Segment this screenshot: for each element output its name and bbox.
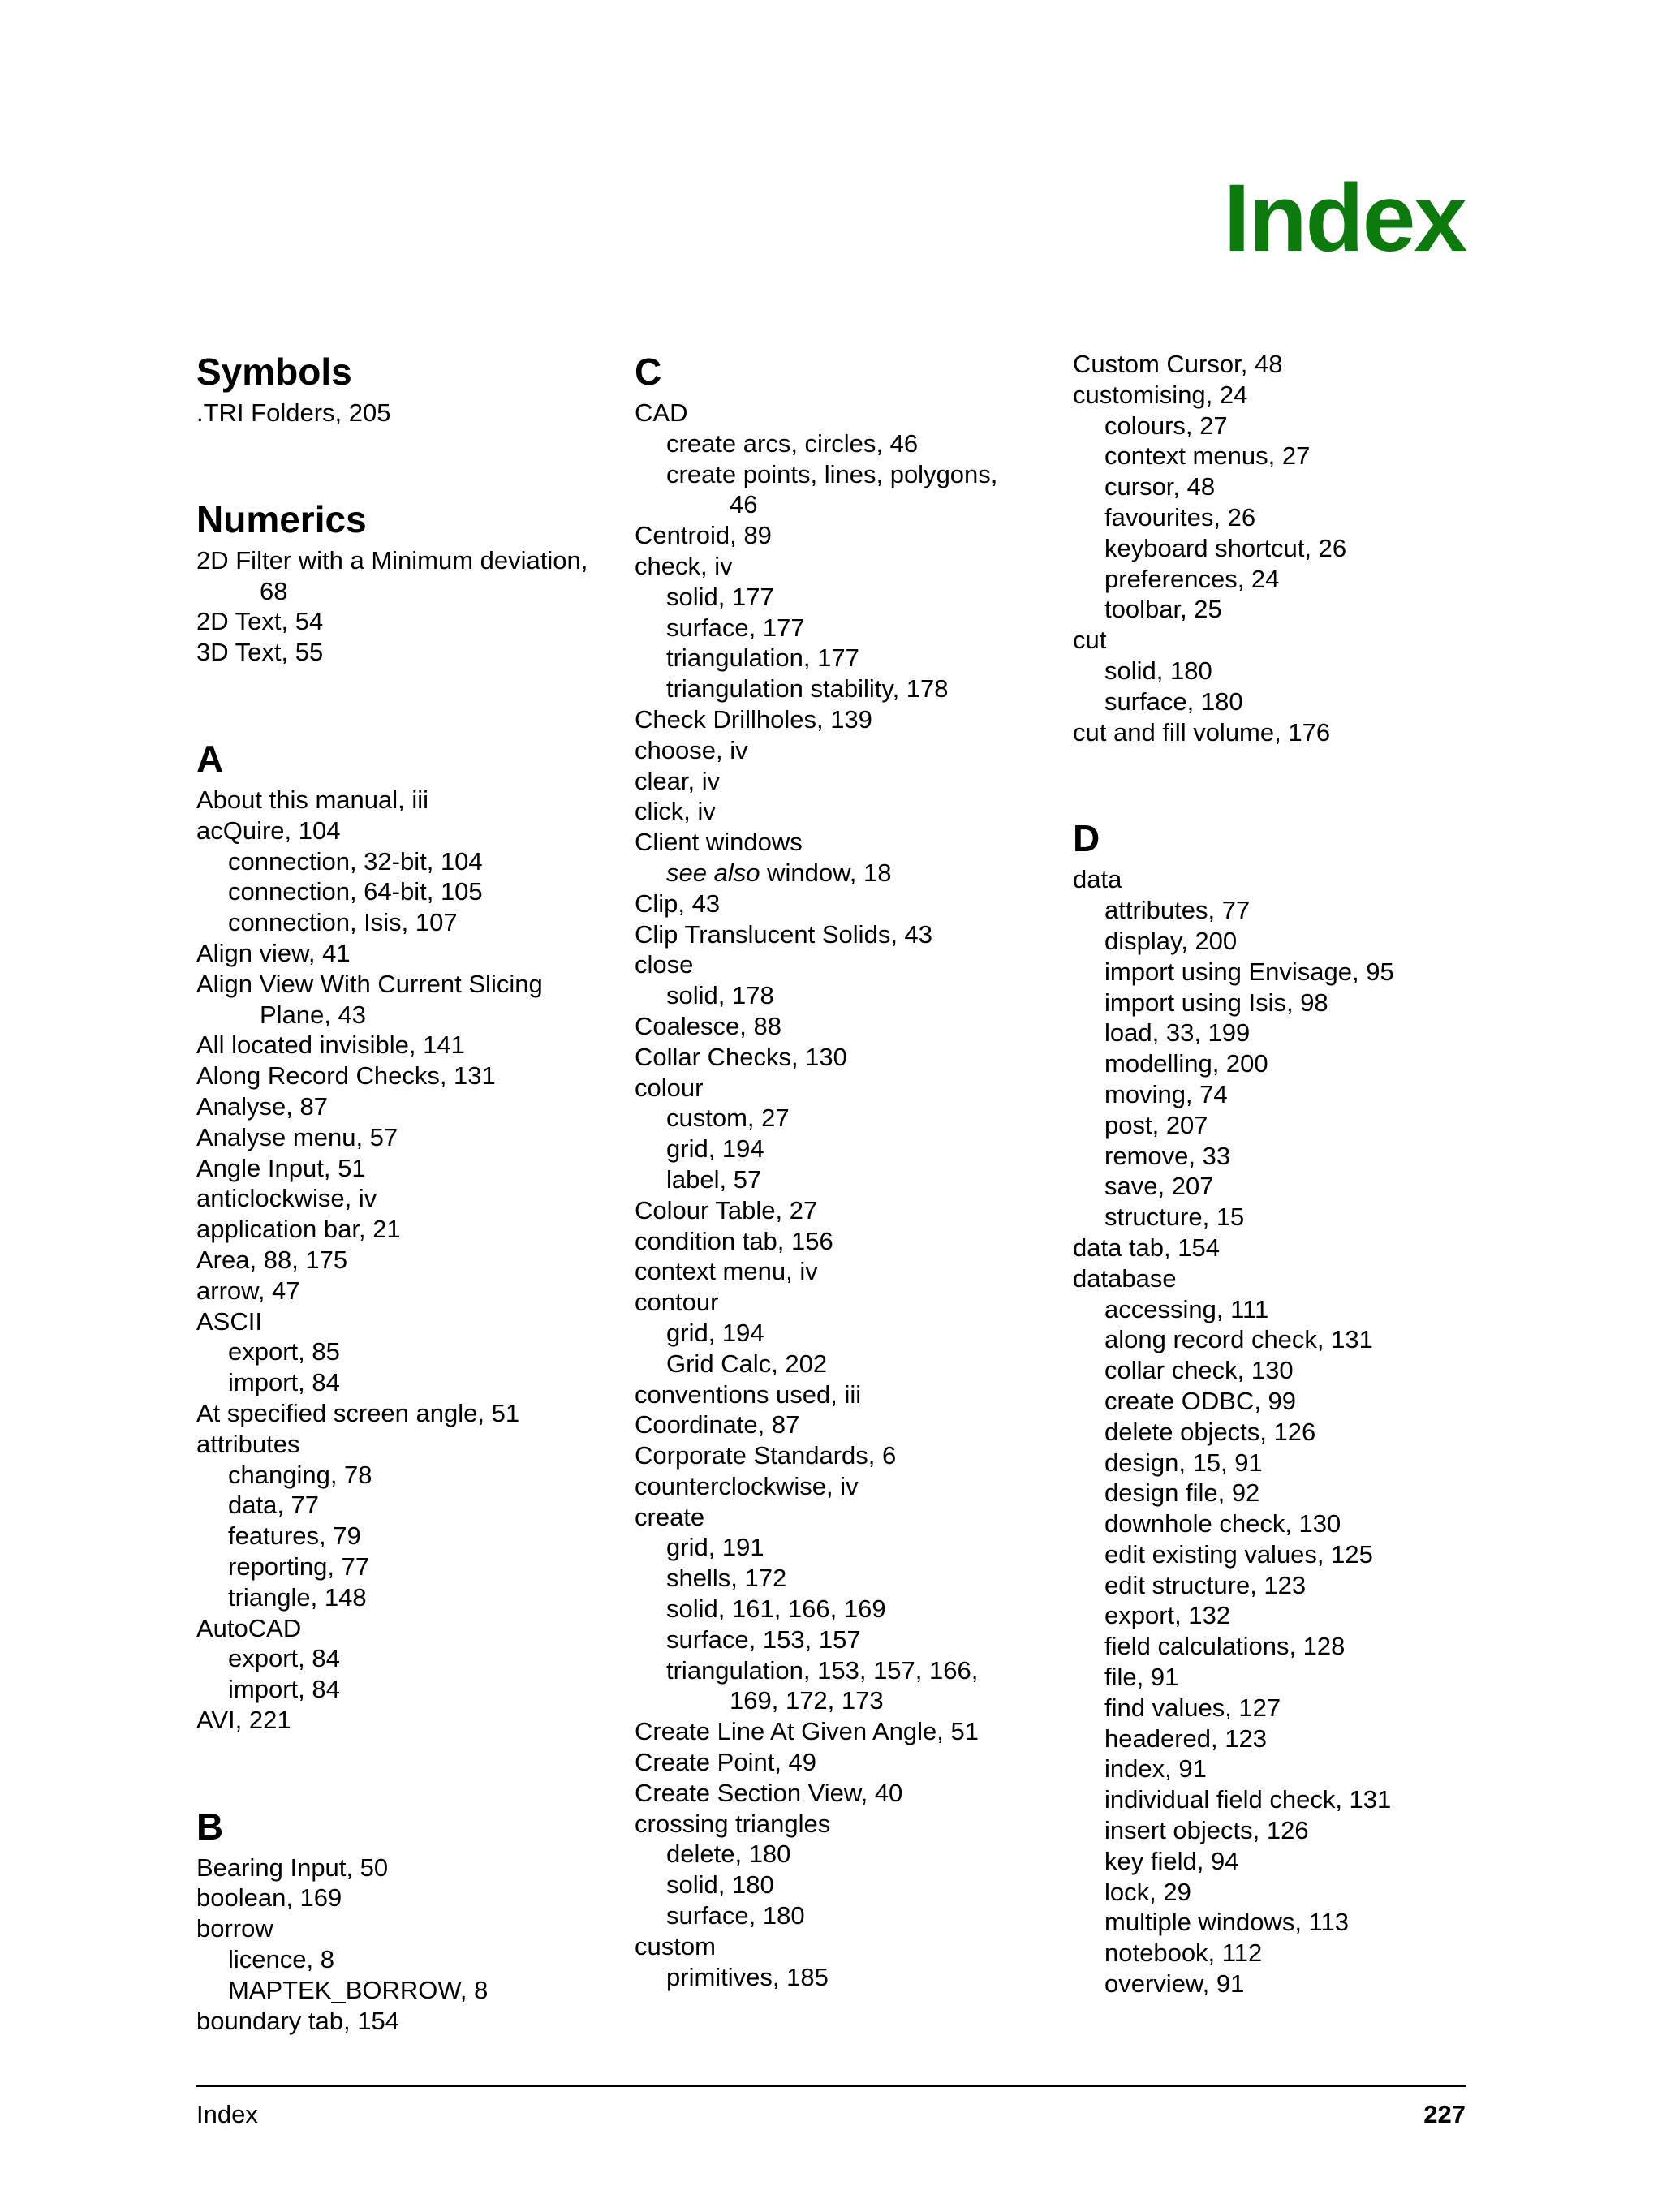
index-subentry: moving, 74 (1104, 1079, 1228, 1108)
index-entry: acQuire, 104 (196, 816, 341, 845)
index-entry: Clip Translucent Solids, 43 (635, 919, 933, 949)
index-entry: Analyse menu, 57 (196, 1122, 398, 1151)
index-entry: boolean, 169 (196, 1883, 342, 1913)
index-entry: close (635, 950, 694, 979)
index-entry: Centroid, 89 (635, 521, 772, 550)
index-entry: Clip, 43 (635, 889, 721, 918)
index-subentry: solid, 180 (666, 1870, 774, 1900)
index-subentry: create arcs, circles, 46 (666, 428, 919, 458)
index-subentry: lock, 29 (1104, 1877, 1191, 1906)
index-entry: conventions used, iii (635, 1379, 862, 1409)
index-subentry: shells, 172 (666, 1564, 787, 1593)
index-entry-continuation: 169, 172, 173 (730, 1686, 884, 1715)
index-subentry: export, 84 (228, 1644, 340, 1673)
index-entry: anticlockwise, iv (196, 1184, 377, 1213)
index-subentry: create ODBC, 99 (1104, 1386, 1297, 1415)
section-spacer (1073, 747, 1495, 816)
index-entry: arrow, 47 (196, 1276, 300, 1305)
index-subentry: modelling, 200 (1104, 1049, 1268, 1078)
index-entry: colour (635, 1073, 704, 1102)
index-subentry: connection, 64-bit, 105 (228, 877, 483, 906)
index-subentry: triangulation, 153, 157, 166, (666, 1655, 979, 1685)
index-entry: Align View With Current Slicing (196, 969, 543, 998)
index-entry: All located invisible, 141 (196, 1031, 465, 1060)
index-subentry: data, 77 (228, 1491, 320, 1520)
index-subentry: grid, 194 (666, 1134, 764, 1164)
index-subentry: overview, 91 (1104, 1969, 1245, 1999)
section-heading: B (196, 1805, 224, 1848)
index-subentry: edit structure, 123 (1104, 1570, 1307, 1599)
index-entry: counterclockwise, iv (635, 1471, 859, 1500)
index-subentry: cursor, 48 (1104, 472, 1216, 501)
index-entry: choose, iv (635, 735, 748, 764)
index-subentry: index, 91 (1104, 1754, 1207, 1784)
index-entry: ASCII (196, 1306, 262, 1336)
index-subentry: reporting, 77 (228, 1551, 370, 1581)
index-entry: clear, iv (635, 766, 721, 795)
index-subentry: file, 91 (1104, 1663, 1179, 1692)
index-subentry: connection, Isis, 107 (228, 908, 458, 937)
index-entry: Create Line At Given Angle, 51 (635, 1717, 979, 1746)
index-subentry: toolbar, 25 (1104, 595, 1222, 624)
index-subentry: surface, 177 (666, 613, 805, 642)
index-subentry: solid, 180 (1104, 656, 1212, 685)
index-entry: boundary tab, 154 (196, 2006, 399, 2035)
index-entry: Angle Input, 51 (196, 1153, 366, 1182)
index-entry: click, iv (635, 797, 716, 826)
index-subentry: surface, 180 (1104, 686, 1243, 716)
index-entry: Corporate Standards, 6 (635, 1441, 897, 1470)
index-subentry: design, 15, 91 (1104, 1448, 1263, 1477)
index-entry: .TRI Folders, 205 (196, 398, 391, 427)
index-subentry: downhole check, 130 (1104, 1509, 1341, 1539)
index-entry: custom (635, 1931, 716, 1960)
section-spacer (196, 428, 618, 497)
index-subentry: along record check, 131 (1104, 1325, 1373, 1354)
index-entry: AutoCAD (196, 1613, 302, 1642)
index-subentry: export, 132 (1104, 1601, 1231, 1630)
index-entry: condition tab, 156 (635, 1226, 833, 1255)
index-entry: contour (635, 1288, 719, 1317)
index-entry: CAD (635, 398, 688, 427)
index-subentry: create points, lines, polygons, (666, 459, 998, 488)
index-subentry: label, 57 (666, 1164, 762, 1194)
index-column-2 (635, 349, 1057, 1992)
index-entry: crossing triangles (635, 1809, 831, 1838)
index-subentry: connection, 32-bit, 104 (228, 846, 483, 876)
section-spacer (196, 668, 618, 736)
index-entry: Create Section View, 40 (635, 1778, 903, 1807)
index-entry: Coalesce, 88 (635, 1011, 781, 1040)
index-subentry: insert objects, 126 (1104, 1816, 1309, 1845)
footer-label: Index (196, 2100, 258, 2128)
index-entry: data tab, 154 (1073, 1233, 1220, 1262)
index-entry: Collar Checks, 130 (635, 1042, 847, 1071)
index-entry: data (1073, 865, 1122, 894)
index-subentry: primitives, 185 (666, 1962, 829, 1991)
see-also-label: see also (666, 858, 760, 887)
section-heading: Numerics (196, 497, 367, 540)
index-subentry: headered, 123 (1104, 1724, 1267, 1753)
index-subentry: post, 207 (1104, 1110, 1208, 1139)
index-entry: 3D Text, 55 (196, 638, 324, 667)
index-entry-continuation: 46 (730, 490, 758, 519)
index-subentry: surface, 180 (666, 1901, 805, 1930)
index-subentry: individual field check, 131 (1104, 1785, 1392, 1814)
footer-divider (196, 2085, 1466, 2087)
index-subentry: import, 84 (228, 1368, 340, 1397)
index-entry: application bar, 21 (196, 1215, 401, 1244)
index-subentry: Grid Calc, 202 (666, 1349, 828, 1378)
index-subentry: remove, 33 (1104, 1141, 1231, 1170)
index-subentry: keyboard shortcut, 26 (1104, 533, 1347, 562)
index-entry: 2D Text, 54 (196, 607, 324, 636)
index-entry: Create Point, 49 (635, 1748, 817, 1777)
index-subentry: multiple windows, 113 (1104, 1908, 1349, 1937)
index-subentry: grid, 194 (666, 1318, 764, 1347)
index-entry: Client windows (635, 828, 803, 857)
index-entry: Colour Table, 27 (635, 1195, 818, 1224)
index-subentry: field calculations, 128 (1104, 1632, 1346, 1661)
index-subentry: grid, 191 (666, 1533, 764, 1562)
index-entry: 2D Filter with a Minimum deviation, (196, 545, 588, 575)
index-subentry: delete, 180 (666, 1840, 791, 1869)
index-subentry: attributes, 77 (1104, 896, 1251, 925)
index-entry: Custom Cursor, 48 (1073, 350, 1283, 378)
page-title: Index (1223, 165, 1466, 272)
index-subentry: licence, 8 (228, 1945, 334, 1974)
index-subentry: MAPTEK_BORROW, 8 (228, 1975, 489, 2004)
index-entry-continuation: 68 (260, 576, 288, 605)
index-entry: Area, 88, 175 (196, 1245, 348, 1274)
footer-page-number: 227 (1423, 2100, 1466, 2128)
index-entry: create (635, 1502, 705, 1531)
index-subentry: delete objects, 126 (1104, 1417, 1316, 1446)
index-subentry: key field, 94 (1104, 1846, 1239, 1875)
index-subentry: changing, 78 (228, 1460, 372, 1489)
index-entry: customising, 24 (1073, 380, 1248, 409)
index-subentry (635, 858, 1057, 889)
index-subentry: solid, 178 (666, 981, 774, 1010)
section-heading: D (1073, 817, 1100, 860)
index-subentry: surface, 153, 157 (666, 1625, 861, 1654)
index-subentry: context menus, 27 (1104, 441, 1311, 471)
index-entry: Analyse, 87 (196, 1091, 328, 1121)
index-subentry: load, 33, 199 (1104, 1018, 1251, 1048)
section-spacer (196, 1736, 618, 1804)
section-heading: Symbols (196, 351, 352, 393)
index-entry-continuation: Plane, 43 (260, 1000, 366, 1029)
index-subentry: triangulation, 177 (666, 643, 859, 673)
index-entry: attributes (196, 1429, 300, 1458)
index-column-1 (196, 349, 618, 2036)
index-subentry: import using Envisage, 95 (1104, 957, 1394, 986)
index-subentry: collar check, 130 (1104, 1356, 1294, 1385)
index-entry: Along Record Checks, 131 (196, 1061, 496, 1091)
index-subentry: features, 79 (228, 1521, 361, 1551)
index-subentry: accessing, 111 (1104, 1294, 1269, 1323)
index-subentry: import using Isis, 98 (1104, 988, 1328, 1017)
index-entry: Align view, 41 (196, 938, 351, 967)
index-entry-text: window, 18 (767, 858, 892, 887)
index-subentry: export, 85 (228, 1337, 340, 1366)
section-heading: A (196, 737, 224, 780)
index-subentry: solid, 161, 166, 169 (666, 1594, 886, 1624)
index-subentry: colours, 27 (1104, 411, 1228, 440)
index-entry: database (1073, 1263, 1177, 1293)
index-entry: Bearing Input, 50 (196, 1853, 389, 1882)
index-entry: Coordinate, 87 (635, 1410, 800, 1440)
index-entry: check, iv (635, 551, 733, 580)
index-entry: cut (1073, 626, 1107, 655)
index-subentry: triangle, 148 (228, 1582, 367, 1612)
index-entry: About this manual, iii (196, 785, 429, 814)
index-entry: Check Drillholes, 139 (635, 704, 872, 734)
index-entry: context menu, iv (635, 1257, 818, 1286)
index-entry: AVI, 221 (196, 1705, 291, 1734)
index-subentry: preferences, 24 (1104, 564, 1280, 593)
index-subentry: edit existing values, 125 (1104, 1539, 1373, 1569)
index-subentry: solid, 177 (666, 582, 774, 611)
index-subentry: custom, 27 (666, 1104, 790, 1133)
index-subentry: design file, 92 (1104, 1478, 1260, 1508)
index-entry: cut and fill volume, 176 (1073, 717, 1331, 747)
index-subentry: favourites, 26 (1104, 502, 1256, 531)
index-subentry: notebook, 112 (1104, 1939, 1263, 1968)
index-entry: borrow (196, 1914, 273, 1943)
index-subentry: save, 207 (1104, 1172, 1214, 1201)
index-entry: At specified screen angle, 51 (196, 1398, 520, 1427)
section-heading: C (635, 351, 662, 393)
index-subentry: triangulation stability, 178 (666, 674, 949, 704)
index-subentry: display, 200 (1104, 926, 1238, 955)
index-column-3 (1073, 349, 1495, 1999)
index-subentry: find values, 127 (1104, 1693, 1281, 1722)
index-subentry: structure, 15 (1104, 1203, 1245, 1232)
index-subentry: import, 84 (228, 1675, 340, 1704)
